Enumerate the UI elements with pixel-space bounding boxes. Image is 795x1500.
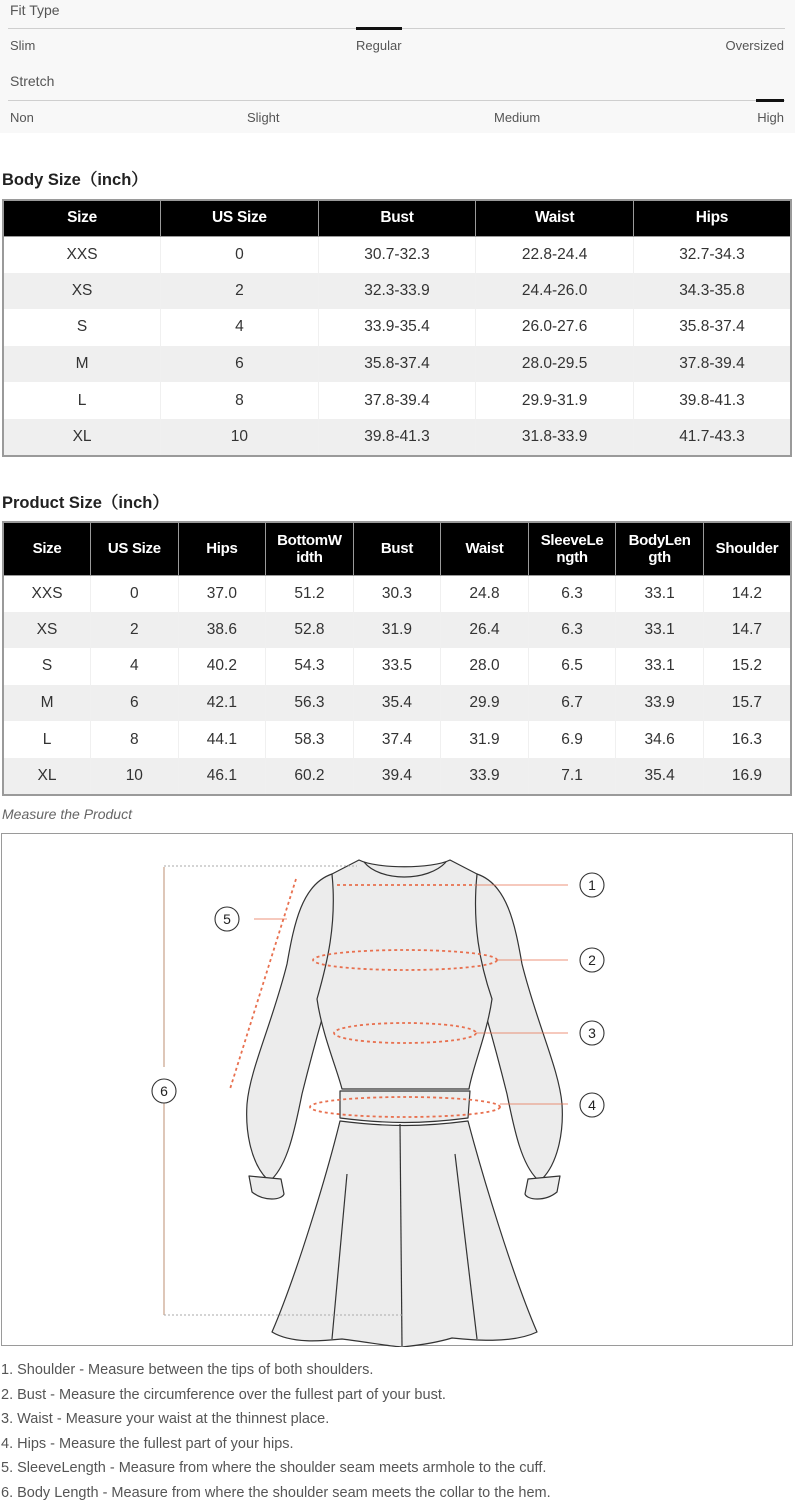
cell: 6.5 (528, 648, 616, 685)
col-header-body-length: BodyLen gth (616, 522, 704, 575)
col-header-bottom-width: BottomW idth (266, 522, 354, 575)
cell: XS (3, 612, 91, 649)
cell: 14.7 (703, 612, 791, 649)
table-row (3, 309, 791, 346)
table-row (3, 612, 791, 649)
cell: 4 (161, 309, 319, 346)
cell: 35.4 (353, 685, 441, 722)
cell: 46.1 (178, 758, 266, 795)
table-row (3, 236, 791, 273)
cell: 37.0 (178, 575, 266, 612)
callout-5-icon (215, 907, 239, 931)
cell: 31.9 (441, 721, 529, 758)
col-header-hips: Hips (178, 522, 266, 575)
cell: 6.7 (528, 685, 616, 722)
cell: XXS (3, 575, 91, 612)
cell: 41.7-43.3 (633, 419, 791, 456)
cell: 6 (91, 685, 179, 722)
cell: 15.7 (703, 685, 791, 722)
callout-1-icon (580, 873, 604, 897)
fit-type-indicator (356, 27, 402, 30)
callout-3-icon (580, 1021, 604, 1045)
cell: 6.3 (528, 612, 616, 649)
cell: 31.9 (353, 612, 441, 649)
cell: 32.3-33.9 (318, 273, 476, 310)
cell: 24.4-26.0 (476, 273, 634, 310)
measurement-diagram (1, 833, 793, 1346)
table-row (3, 575, 791, 612)
cell: M (3, 685, 91, 722)
cell: 54.3 (266, 648, 354, 685)
col-header-size: Size (3, 200, 161, 236)
cell: 24.8 (441, 575, 529, 612)
col-header-sleeve-length: SleeveLe ngth (528, 522, 616, 575)
svg-text:2: 2 (588, 952, 596, 968)
product-size-title: Product Size（inch） (2, 494, 169, 512)
cell: 2 (91, 612, 179, 649)
col-header-waist: Waist (441, 522, 529, 575)
cell: S (3, 309, 161, 346)
cell: 52.8 (266, 612, 354, 649)
callout-4-icon (580, 1093, 604, 1117)
cell: 34.3-35.8 (633, 273, 791, 310)
stretch-indicator (756, 99, 784, 102)
cell: XXS (3, 236, 161, 273)
table-row (3, 273, 791, 310)
cell: L (3, 721, 91, 758)
product-size-table (2, 521, 792, 796)
cell: 33.5 (353, 648, 441, 685)
cell: 6.3 (528, 575, 616, 612)
instruction-shoulder: 1. Shoulder - Measure between the tips of both shoulders. (1, 1362, 374, 1378)
cell: 6 (161, 346, 319, 383)
col-header-waist: Waist (476, 200, 634, 236)
cell: 35.8-37.4 (318, 346, 476, 383)
cell: 51.2 (266, 575, 354, 612)
table-row (3, 721, 791, 758)
dress-illustration (2, 834, 794, 1347)
cell: 35.8-37.4 (633, 309, 791, 346)
cell: 10 (91, 758, 179, 795)
body-size-title: Body Size（inch） (2, 171, 148, 189)
table-row (3, 346, 791, 383)
cell: 37.8-39.4 (318, 382, 476, 419)
cell: L (3, 382, 161, 419)
col-header-us-size: US Size (161, 200, 319, 236)
cell: 22.8-24.4 (476, 236, 634, 273)
cell: XS (3, 273, 161, 310)
cell: 34.6 (616, 721, 704, 758)
cell: 37.4 (353, 721, 441, 758)
callout-6-icon (152, 1079, 176, 1103)
measurement-instructions (1, 1358, 551, 1500)
cell: 33.9-35.4 (318, 309, 476, 346)
table-row (3, 419, 791, 456)
cell: 33.1 (616, 575, 704, 612)
measure-caption: Measure the Product (2, 806, 132, 822)
instruction-sleeve-length: 5. SleeveLength - Measure from where the shoulder seam meets armhole to the cuff. (1, 1460, 547, 1476)
cell: 14.2 (703, 575, 791, 612)
cell: 35.4 (616, 758, 704, 795)
svg-text:1: 1 (588, 877, 596, 893)
cell: 33.1 (616, 612, 704, 649)
cell: 58.3 (266, 721, 354, 758)
cell: 33.9 (441, 758, 529, 795)
table-row (3, 685, 791, 722)
cell: S (3, 648, 91, 685)
fit-option-oversized: Oversized (725, 38, 784, 53)
cell: 39.4 (353, 758, 441, 795)
cell: 8 (91, 721, 179, 758)
cell: 6.9 (528, 721, 616, 758)
cell: 15.2 (703, 648, 791, 685)
table-row (3, 758, 791, 795)
col-header-bust: Bust (353, 522, 441, 575)
table-row (3, 648, 791, 685)
stretch-label: Stretch (10, 73, 55, 89)
cell: 38.6 (178, 612, 266, 649)
col-header-bust: Bust (318, 200, 476, 236)
fit-type-label: Fit Type (10, 2, 60, 18)
cell: 31.8-33.9 (476, 419, 634, 456)
cell: 16.9 (703, 758, 791, 795)
col-header-us-size: US Size (91, 522, 179, 575)
svg-text:5: 5 (223, 911, 231, 927)
fit-stretch-panel (0, 0, 795, 133)
table-header-row (3, 522, 791, 575)
cell: 2 (161, 273, 319, 310)
cell: 26.0-27.6 (476, 309, 634, 346)
svg-text:3: 3 (588, 1025, 596, 1041)
fit-option-slim: Slim (10, 38, 36, 53)
bodice-shape (317, 860, 492, 1089)
svg-text:4: 4 (588, 1097, 596, 1113)
cell: 40.2 (178, 648, 266, 685)
stretch-scale (8, 100, 785, 101)
cell: XL (3, 758, 91, 795)
cell: 0 (91, 575, 179, 612)
cell: 10 (161, 419, 319, 456)
cell: 0 (161, 236, 319, 273)
cell: XL (3, 419, 161, 456)
cell: 28.0 (441, 648, 529, 685)
cell: 39.8-41.3 (633, 382, 791, 419)
body-size-table (2, 199, 792, 457)
instruction-waist: 3. Waist - Measure your waist at the thinnest place. (1, 1411, 330, 1427)
table-row (3, 382, 791, 419)
cell: 29.9 (441, 685, 529, 722)
cell: 30.3 (353, 575, 441, 612)
table-header-row (3, 200, 791, 236)
fit-option-regular: Regular (356, 38, 402, 53)
col-header-hips: Hips (633, 200, 791, 236)
stretch-option-high: High (757, 110, 784, 125)
cell: 42.1 (178, 685, 266, 722)
instruction-body-length: 6. Body Length - Measure from where the shoulder seam meets the collar to the hem. (1, 1484, 551, 1500)
cell: 26.4 (441, 612, 529, 649)
cell: 4 (91, 648, 179, 685)
col-header-size: Size (3, 522, 91, 575)
stretch-option-non: Non (10, 110, 34, 125)
cell: 56.3 (266, 685, 354, 722)
cell: 33.1 (616, 648, 704, 685)
instruction-hips: 4. Hips - Measure the fullest part of your hips. (1, 1435, 294, 1452)
cell: 16.3 (703, 721, 791, 758)
cell: M (3, 346, 161, 383)
cell: 29.9-31.9 (476, 382, 634, 419)
instruction-bust: 2. Bust - Measure the circumference over the fullest part of your bust. (1, 1386, 446, 1403)
col-header-shoulder: Shoulder (703, 522, 791, 575)
cell: 39.8-41.3 (318, 419, 476, 456)
cell: 60.2 (266, 758, 354, 795)
cell: 28.0-29.5 (476, 346, 634, 383)
svg-text:6: 6 (160, 1083, 168, 1099)
cell: 7.1 (528, 758, 616, 795)
stretch-option-slight: Slight (247, 110, 280, 125)
callout-2-icon (580, 948, 604, 972)
cell: 44.1 (178, 721, 266, 758)
stretch-option-medium: Medium (494, 110, 541, 125)
cell: 33.9 (616, 685, 704, 722)
skirt-shape (272, 1121, 537, 1347)
cell: 32.7-34.3 (633, 236, 791, 273)
cell: 37.8-39.4 (633, 346, 791, 383)
cell: 8 (161, 382, 319, 419)
cell: 30.7-32.3 (318, 236, 476, 273)
